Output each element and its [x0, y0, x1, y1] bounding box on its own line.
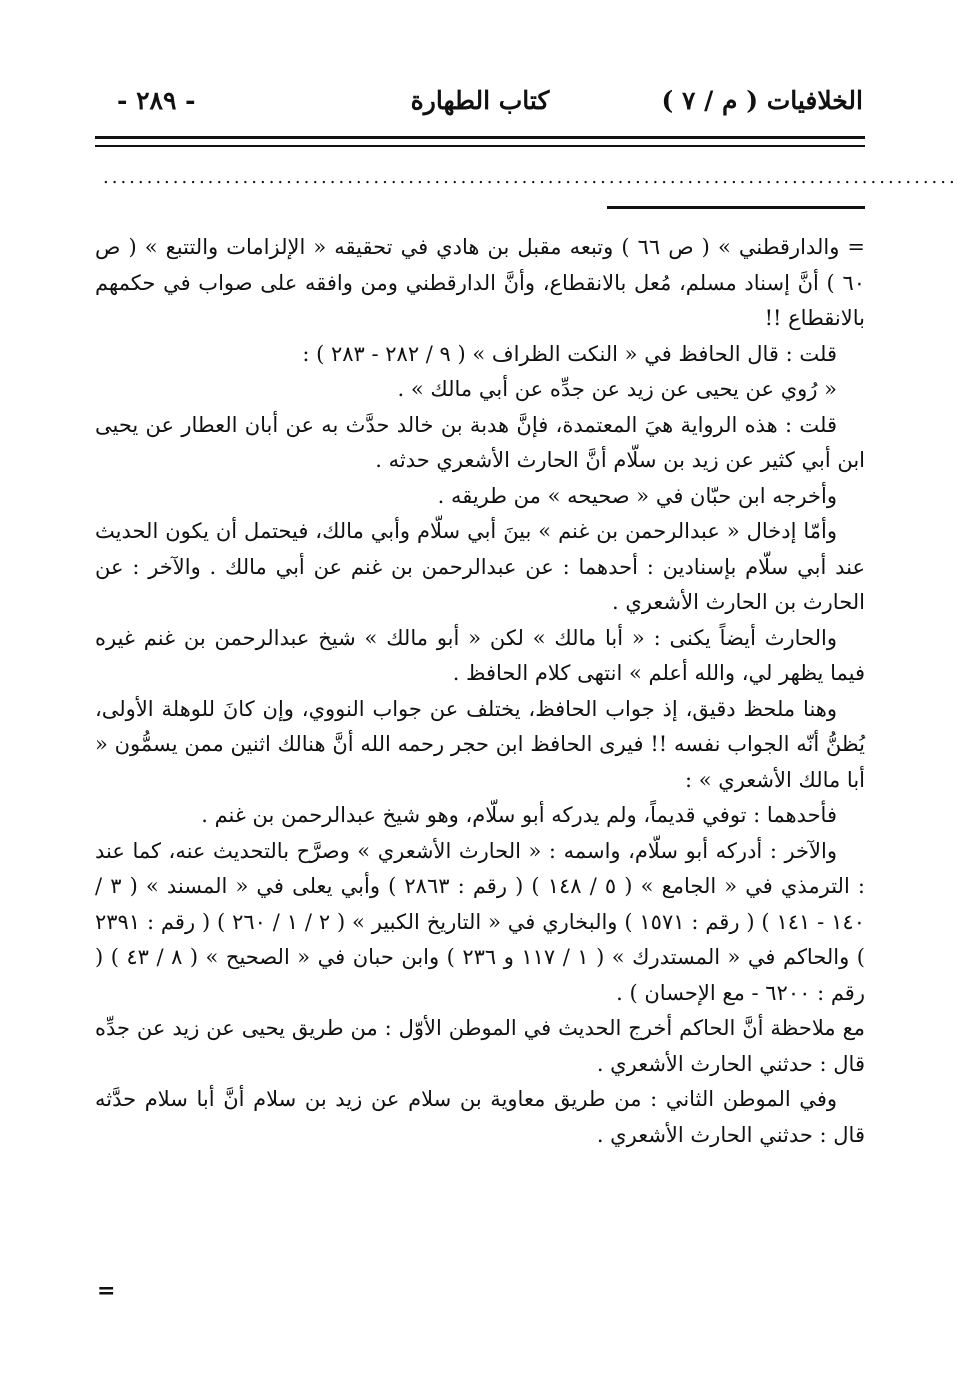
footnote-rule: [607, 206, 865, 209]
header-rule-thin: [95, 145, 865, 147]
footnote-text: [95, 230, 865, 1153]
paragraph: « رُوي عن يحيى عن زيد عن جدِّه عن أبي مالك » .: [397, 377, 837, 401]
paragraph: فأحدهما : توفي قديماً، ولم يدركه أبو سلّام، وهو شيخ عبدالرحمن بن غنم .: [201, 803, 837, 827]
page-number: - ٢٨٩ -: [117, 86, 196, 115]
paragraph: مع ملاحظة أنَّ الحاكم أخرج الحديث في الموطن الأوّل : من طريق يحيى عن زيد عن جدِّه قال : حدثني الحارث الأشعري .: [95, 1016, 865, 1076]
chapter-title: كتاب الطهارة: [410, 86, 550, 115]
paragraph: قلت : قال الحافظ في « النكت الظراف » ( ٩ / ٢٨٢ - ٢٨٣ ) :: [302, 341, 837, 366]
dotted-separator: ..................................................................................................: [103, 167, 958, 188]
paragraph: قلت : هذه الرواية هيَ المعتمدة، فإنَّ هدبة بن خالد حدَّث به عن أبان العطار عن يحيى ابن أبي كثير عن زيد بن سلّام أنَّ الحارث الأشعري حدثه .: [95, 412, 865, 472]
paragraph: والآخر : أدركه أبو سلّام، واسمه : « الحارث الأشعري » وصرَّح بالتحديث عنه، كما عند : الترمذي في « الجامع » ( ٥ / ١٤٨ ) ( رقم : ٢٨٦٣ ) وأبي يعلى في « المسند » ( ٣ / ١٤٠ - ١٤١ ) ( رقم : ١٥٧١ ) والبخاري في « التاريخ الكبير » ( ٢ / ١ / ٢٦٠ ) ( رقم : ٢٣٩١ ) والحاكم في « المستدرك » ( ١ / ١١٧ و ٢٣٦ ) وابن حبان في « الصحيح » ( ٨ / ٤٣ ) ( رقم : ٦٢٠٠ - مع الإحسان ) .: [95, 838, 865, 1005]
paragraph: وأخرجه ابن حبّان في « صحيحه » من طريقه .: [437, 483, 837, 508]
paragraph: وأمّا إدخال « عبدالرحمن بن غنم » بينَ أبي سلّام وأبي مالك، فيحتمل أن يكون الحديث عند أبي سلّام بإسنادين : أحدهما : عن عبدالرحمن بن غنم عن أبي مالك . والآخر : عن الحارث بن الحارث الأشعري .: [95, 519, 865, 614]
page-header: [95, 86, 865, 126]
running-title: الخلافيات ( م / ٧ ): [661, 86, 863, 115]
paragraph: وفي الموطن الثاني : من طريق معاوية بن سلام عن زيد بن سلام أنَّ أبا سلام حدَّثه قال : حدثني الحارث الأشعري .: [95, 1087, 865, 1147]
paragraph: وهنا ملحظ دقيق، إذ جواب الحافظ، يختلف عن جواب النووي، وإن كانَ للوهلة الأولى، يُظنُّ أنّه الجواب نفسه !! فيرى الحافظ ابن حجر رحمه الله أنَّ هنالك اثنين ممن يسمُّون « أبا مالك الأشعري » :: [95, 696, 865, 792]
book-page: [95, 0, 958, 1379]
continuation-mark: =: [97, 1278, 116, 1304]
paragraph: = والدارقطني » ( ص ٦٦ ) وتبعه مقبل بن هادي في تحقيقه « الإلزامات والتتبع » ( ص ٦٠ ) أنَّ إسناد مسلم، مُعل بالانقطاع، وأنَّ الدارقطني ومن وافقه على صواب في حكمهم بالانقطاع !!: [95, 235, 865, 330]
paragraph: والحارث أيضاً يكنى : « أبا مالك » لكن « أبو مالك » شيخ عبدالرحمن بن غنم غيره فيما يظهر لي، والله أعلم » انتهى كلام الحافظ .: [95, 625, 865, 685]
header-rule-thick: [95, 136, 865, 139]
